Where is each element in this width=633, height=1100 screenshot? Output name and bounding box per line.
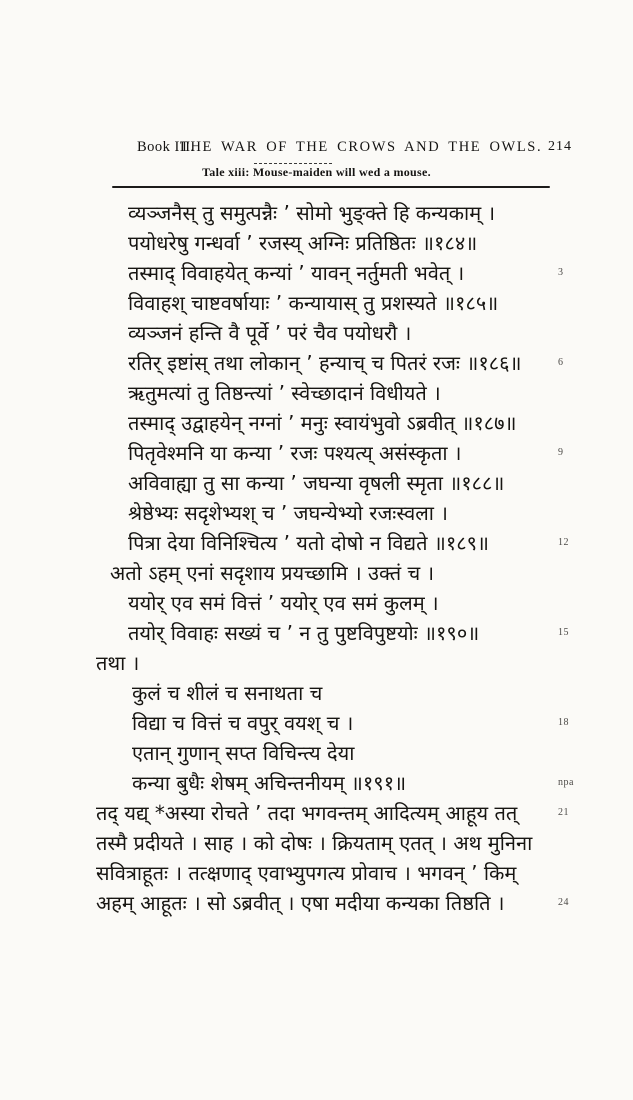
sanskrit-text: तस्माद् विवाहयेत् कन्यां ’ यावन् नर्तुमती भवेत् । [128,261,465,285]
sanskrit-text: एतान् गुणान् सप्त विचिन्त्य देया [132,741,355,765]
book-label: Book III. [137,139,195,155]
text-line [96,318,548,348]
sanskrit-text: सवित्राहूतः । तत्क्षणाद् एवाभ्युपगत्य प्रोवाच । भगवन् ’ किम् [96,861,517,885]
text-line [96,648,548,678]
sanskrit-text: ऋतुमत्यां तु तिष्ठन्त्यां ’ स्वेच्छादानं विधीयते । [128,381,441,405]
text-line [96,468,548,498]
text-line [96,498,548,528]
text-line [96,198,548,228]
text-line [96,618,569,648]
sanskrit-text: तस्माद् उद्वाहयेन् नग्नां ’ मनुः स्वायंभुवो ऽब्रवीत् ॥१८७॥ [128,411,517,435]
margin-line-number: 18 [558,717,569,728]
sanskrit-text: अतो ऽहम् एनां सदृशाय प्रयच्छामि । उक्तं च । [110,561,435,585]
text-line [96,888,569,918]
text-line [96,228,548,258]
text-line [96,588,548,618]
margin-line-number: 6 [558,357,564,368]
text-line [96,558,548,588]
sanskrit-text: विद्या च वित्तं च वपुर् वयश् च । [132,711,354,735]
running-head [0,139,633,159]
margin-line-number: 12 [558,537,569,548]
text-line [96,408,548,438]
sanskrit-text: विवाहश् चाष्टवर्षायाः ’ कन्यायास् तु प्रशस्यते ॥१८५॥ [128,291,499,315]
sanskrit-text: व्यञ्जनैस् तु समुत्पन्नैः ’ सोमो भुङ्क्ते हि कन्यकाम् । [128,201,496,225]
text-line [96,858,548,888]
sanskrit-text: पित्रा देया विनिश्चित्य ’ यतो दोषो न विद्यते ॥१८९॥ [128,531,490,555]
text-line [96,828,548,858]
page-title: THE WAR OF THE CROWS AND THE OWLS. [180,139,543,155]
sanskrit-text: अविवाह्या तु सा कन्या ’ जघन्या वृषली स्मृता ॥१८८॥ [128,471,505,495]
sanskrit-text: कन्या बुधैः शेषम् अचिन्तनीयम् ॥१९१॥ [132,771,407,795]
margin-line-number: 9 [558,447,564,458]
text-line [96,378,548,408]
text-line [96,678,548,708]
sanskrit-text: तद् यद्य् *अस्या रोचते ’ तदा भगवन्तम् आदित्यम् आहूय तत् [96,801,518,825]
sanskrit-text: तस्मै प्रदीयते । साह । को दोषः । क्रियताम् एतत् । अथ मुनिना [96,831,533,855]
text-line [96,798,569,828]
sanskrit-text: रतिर् इष्टांस् तथा लोकान् ’ हन्याच् च पितरं रजः ॥१८६॥ [128,351,522,375]
margin-line-number: 15 [558,627,569,638]
header-rule [112,186,550,188]
text-line [96,528,569,558]
tale-caption: Tale xiii: Mouse-maiden will wed a mouse. [202,165,431,179]
sanskrit-text: पितृवेश्मनि या कन्या ’ रजः पश्यत्य् असंस्कृता । [128,441,462,465]
text-line [96,708,569,738]
sanskrit-text: श्रेष्ठेभ्यः सदृशेभ्यश् च ’ जघन्येभ्यो रजःस्वला । [128,501,448,525]
title-underline-rule [254,163,332,164]
margin-line-number: 21 [558,807,569,818]
page-number: 214 [548,139,572,154]
sanskrit-text: व्यञ्जनं हन्ति वै पूर्वे ’ परं चैव पयोधरौ । [128,321,412,345]
sanskrit-text: कुलं च शीलं च सनाथता च [132,681,323,705]
sanskrit-text: तयोर् विवाहः सख्यं च ’ न तु पुष्टविपुष्टयोः ॥१९०॥ [128,621,480,645]
sanskrit-text: ययोर् एव समं वित्तं ’ ययोर् एव समं कुलम् । [128,591,439,615]
margin-line-number: npa [558,777,574,788]
sanskrit-text: पयोधरेषु गन्धर्वा ’ रजस्य् अग्निः प्रतिष्ठितः ॥१८४॥ [128,231,478,255]
text-line [96,438,564,468]
text-line [96,288,548,318]
text-line [96,348,564,378]
sanskrit-text: अहम् आहूतः । सो ऽब्रवीत् । एषा मदीया कन्यका तिष्ठति । [96,891,505,915]
sanskrit-text: तथा । [96,651,140,675]
text-line [96,738,548,768]
sanskrit-text-block [96,198,574,918]
text-line [96,768,574,798]
text-line [96,258,564,288]
margin-line-number: 3 [558,267,564,278]
margin-line-number: 24 [558,897,569,908]
